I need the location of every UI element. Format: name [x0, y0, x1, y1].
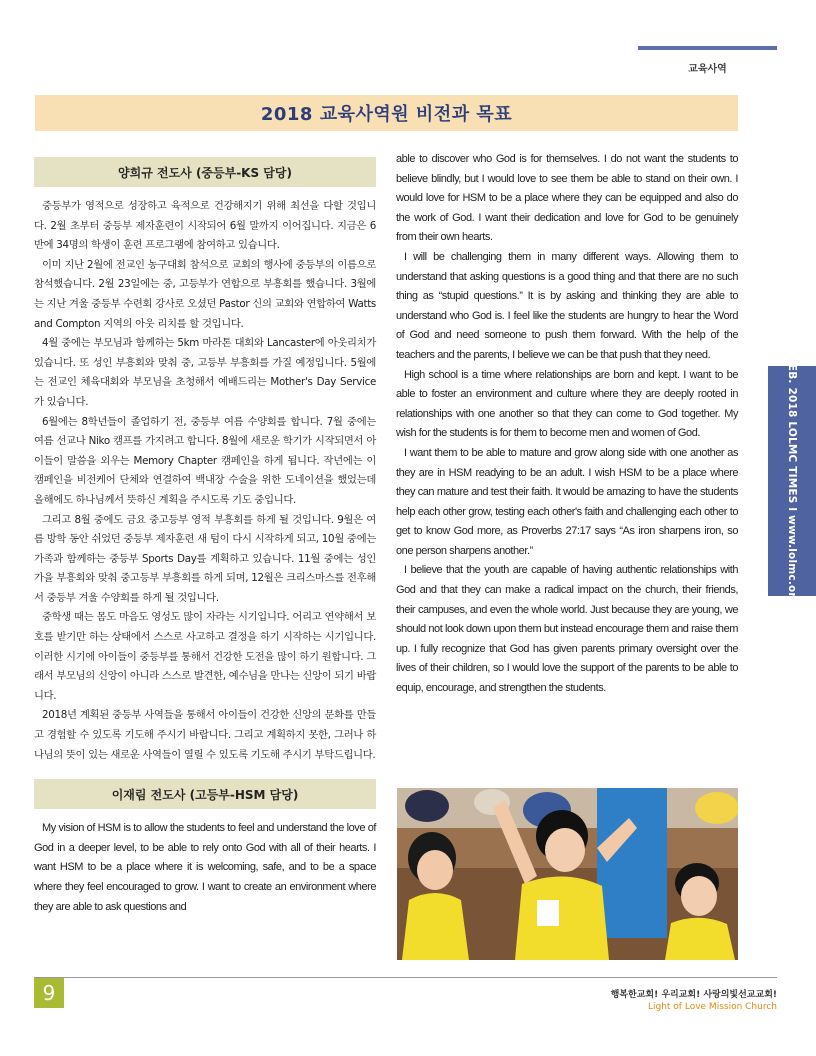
paragraph: 이미 지난 2월에 전교인 농구대회 참석으로 교회의 행사에 중등부의 이름으로 참석했습니다. 2월 23일에는 중, 고등부가 연합으로 부흥회를 했습니다. 3월에는 지난 겨울 중등부 수련회 강사로 오셨던 Pastor 신의 교회와 연합하여 Watts and Compton 지역의 아웃 리치를 할 것입니다. — [34, 258, 376, 330]
children-worship-photo — [397, 788, 738, 960]
footer-slogan-en: Light of Love Mission Church — [647, 1002, 777, 1012]
paragraph: I will be challenging them in many different ways. Allowing them to understand that asking questions is a good thing and that there are no such thing as “stupid questions.” It is by asking and thinking they are able to understand who God is. I feel like the students are hungry to hear the Word of God and need someone to push them forward. With the help of the teachers and the parents, I believe we can be that push that they need. — [396, 250, 738, 361]
paragraph: I want them to be able to mature and grow along side with one another as they are in HSM readying to be an adult. I wish HSM to be a place where they can mature and test their faith. It would be amazing to have the students help each other grow, testing each other's faith and challenging each other to get to know God more, as Proverbs 27:17 says “As iron sharpens iron, so one person sharpens another.” — [396, 446, 738, 557]
footer-slogan-ko: 행복한교회! 우리교회! 사랑의빛선교교회! — [610, 990, 777, 1000]
page-title: 2018 교육사역원 비전과 목표 — [260, 104, 513, 125]
paragraph: My vision of HSM is to allow the students to feel and understand the love of God in a deeper level, to be able to rely onto God with all of their hearts. I want HSM to be a place where it is welcoming, safe, and to be a space where they feel encouraged to grow. I want to create an environment where they are able to ask questions and — [34, 822, 376, 913]
paragraph: 중학생 때는 몸도 마음도 영성도 많이 자라는 시기입니다. 어리고 연약해서 보호를 받기만 하는 상태에서 스스로 사고하고 결정을 하기 시작하는 시기입니다. 이러한 시기에 아이들이 중등부를 통해서 건강한 도전을 많이 하기 원합니다. 그래서 부모님의 신앙이 아니라 스스로 발견한, 예수님을 만나는 신앙이 되기 바랍니다. — [34, 611, 376, 702]
title-banner — [35, 95, 738, 131]
section-label: 교육사역 — [688, 64, 727, 75]
paragraph: I believe that the youth are capable of having authentic relationships with God and that they can make a radical impact on the church, their friends, their campuses, and even the whole world. Just because they are young, we should not look down upon them but instead encourage them and raise them up. I fully recognize that God has given parents primary oversight over the lives of their children, so I would love the support of the parents to be able to equip, encourage, and strengthen the students. — [396, 564, 738, 695]
issue-label: FEB. 2018 LOLMC TIMES l www.lolmc.org — [786, 356, 798, 606]
paragraph: 그리고 8월 중에도 금요 중고등부 영적 부흥회를 하게 될 것입니다. 9월은 여름 방학 동안 쉬었던 중등부 제자훈련 새 텀이 다시 시작하게 되고, 10월 중에는 가족과 함께하는 중등부 Sports Day를 계획하고 있습니다. 11월 중에는 성인 가을 부흥회와 맞춰 중고등부 부흥회를 하게 되며, 12월은 크리스마스를 전후해서 중등부 겨울 수양회를 하게 될 것입니다. — [34, 513, 376, 604]
paragraph: High school is a time where relationships are born and kept. I want to be able to foster an environment and culture where they are deeply rooted in relationships with one another so that they can come to God together. My wish for the students is for them to become men and women of God. — [396, 368, 738, 440]
side-tab — [768, 356, 816, 606]
section-heading-ks: 양희규 전도사 (중등부-KS 담당) — [34, 157, 376, 187]
left-column — [34, 157, 376, 917]
paragraph: 4월 중에는 부모님과 함께하는 5km 마라톤 대회와 Lancaster에 아웃리치가 있습니다. 또 성인 부흥회와 맞춰 중, 고등부 부흥회를 가질 예정입니다. 5월에는 전교인 체육대회와 부모님을 초청해서 예배드리는 Mother's Day Service가 있습니다. — [34, 337, 376, 408]
hsm-article-start — [34, 819, 376, 917]
ks-article — [34, 197, 376, 765]
section-heading-hsm: 이재림 전도사 (고등부-HSM 담당) — [34, 779, 376, 809]
page-number: 9 — [34, 978, 64, 1008]
paragraph: 중등부가 영적으로 성장하고 육적으로 건강해지기 위해 최선을 다할 것입니다. 2월 초부터 중등부 제자훈련이 시작되어 6월 말까지 이어집니다. 지금은 6반에 34명의 학생이 훈련 프로그램에 참여하고 있습니다. — [34, 200, 376, 252]
right-column — [396, 150, 738, 699]
paragraph: 2018년 계획된 중등부 사역들을 통해서 아이들이 건강한 신앙의 문화를 만들고 경험할 수 있도록 기도해 주시기 바랍니다. 그리고 계획하지 못한, 그러나 하나님의 뜻이 있는 새로운 사역들이 열릴 수 있도록 기도해 주시기 부탁드립니다. — [34, 709, 376, 761]
header-accent-bar — [638, 46, 777, 50]
footer-divider — [34, 977, 777, 978]
paragraph: able to discover who God is for themselves. I do not want the students to believe blindly, but I would love to see them be able to stand on their own. I would love for HSM to be a place where they can be equipped and also do the work of God. I want their dedication and love for God to be genuinely from their own hearts. — [396, 153, 738, 244]
paragraph: 6월에는 8학년들이 졸업하기 전, 중등부 여름 수양회를 합니다. 7월 중에는 여름 선교나 Niko 캠프를 가지려고 합니다. 8월에 새로운 학기가 시작되면서 아이들이 말씀을 외우는 Memory Chapter 캠페인을 하게 됩니다. 작년에는 이 캠페인을 비전케어 단체와 연결하여 백내장 수술을 위한 도네이션을 했었는데 올해에도 하나님께서 뜻하신 계획을 주시도록 기도 중입니다. — [34, 415, 376, 506]
